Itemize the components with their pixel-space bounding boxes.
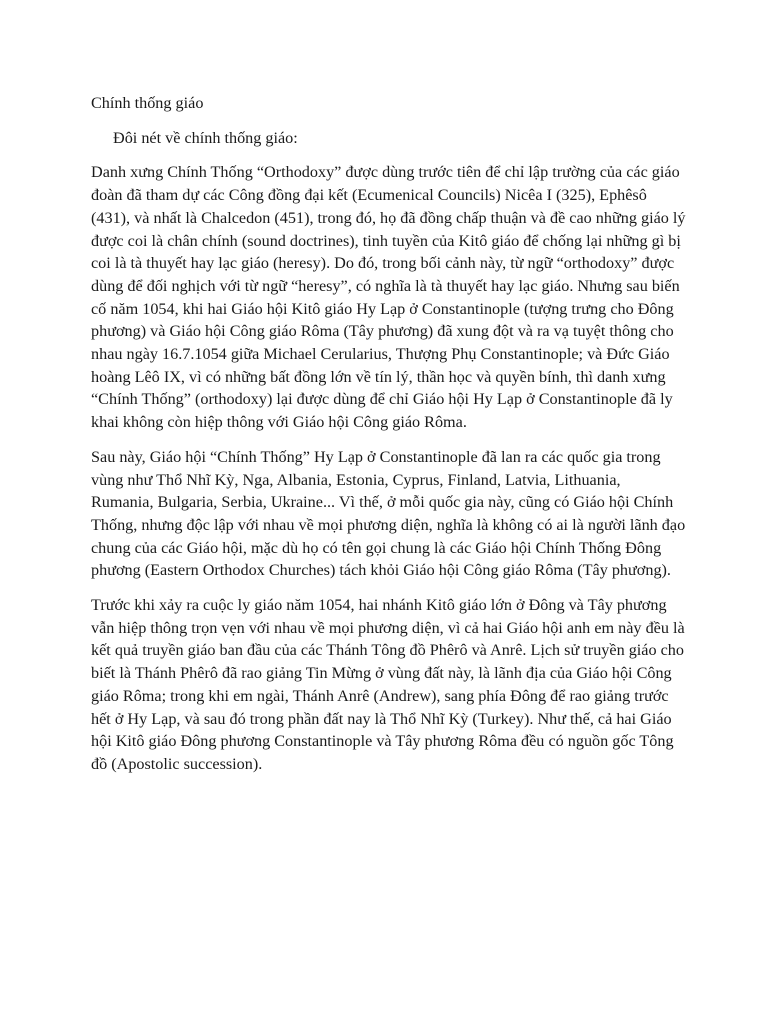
document-title: Chính thống giáo	[91, 94, 204, 112]
paragraph-3: Trước khi xảy ra cuộc ly giáo năm 1054, hai nhánh Kitô giáo lớn ở Đông và Tây phương vẫn hiệp thông trọn vẹn với nhau về mọi phương diện, vì cả hai Giáo hội anh em này đều là kết quả truyền giáo ban đầu của các Thánh Tông đồ Phêrô và Anrê. Lịch sử truyền giáo cho biết là Thánh Phêrô đã rao giảng Tin Mừng ở vùng đất này, là lãnh địa của Giáo hội Công giáo Rôma; trong khi em ngài, Thánh Anrê (Andrew), sang phía Đông để rao giảng trước hết ở Hy Lạp, và sau đó trong phần đất nay là Thổ Nhĩ Kỳ (Turkey). Như thế, cả hai Giáo hội Kitô giáo Đông phương Constantinople và Tây phương Rôma đều có nguồn gốc Tông đồ (Apostolic succession).	[91, 596, 685, 773]
paragraph-2: Sau này, Giáo hội “Chính Thống” Hy Lạp ở Constantinople đã lan ra các quốc gia trong vùng như Thổ Nhĩ Kỳ, Nga, Albania, Estonia, Cyprus, Finland, Latvia, Lithuania, Rumania, Bulgaria, Serbia, Ukraine... Vì thế, ở mỗi quốc gia này, cũng có Giáo hội Chính Thống, nhưng độc lập với nhau về mọi phương diện, nghĩa là không có ai là người lãnh đạo chung của các Giáo hội, mặc dù họ có tên gọi chung là các Giáo hội Chính Thống Đông phương (Eastern Orthodox Churches) tách khỏi Giáo hội Công giáo Rôma (Tây phương).	[91, 447, 686, 580]
document-subtitle: Đôi nét về chính thống giáo:	[113, 128, 298, 147]
paragraph-1: Danh xưng Chính Thống “Orthodoxy” được dùng trước tiên để chỉ lập trường của các giáo đoàn đã tham dự các Công đồng đại kết (Ecumenical Councils) Nicêa I (325), Ephêsô (431), và nhất là Chalcedon (451), trong đó, họ đã đồng chấp thuận và đề cao những giáo lý được coi là chân chính (sound doctrines), tinh tuyền của Kitô giáo để chống lại những gì bị coi là tà thuyết hay lạc giáo (heresy). Do đó, trong bối cảnh này, từ ngữ “orthodoxy” được dùng để đối nghịch với từ ngữ “heresy”, có nghĩa là tà thuyết hay lạc giáo. Nhưng sau biến cố năm 1054, khi hai Giáo hội Kitô giáo Hy Lạp ở Constantinople (tượng trưng cho Đông phương) và Giáo hội Công giáo Rôma (Tây phương) đã xung đột và ra vạ tuyệt thông cho nhau ngày 16.7.1054 giữa Michael Cerularius, Thượng Phụ Constantinople; và Đức Giáo hoàng Lêô IX, vì có những bất đồng lớn về tín lý, thần học và quyền bính, thì danh xưng “Chính Thống” (orthodoxy) lại được dùng để chỉ Giáo hội Hy Lạp ở Constantinople đã ly khai không còn hiệp thông với Giáo hội Công giáo Rôma.	[91, 163, 686, 432]
document-page	[91, 92, 687, 788]
